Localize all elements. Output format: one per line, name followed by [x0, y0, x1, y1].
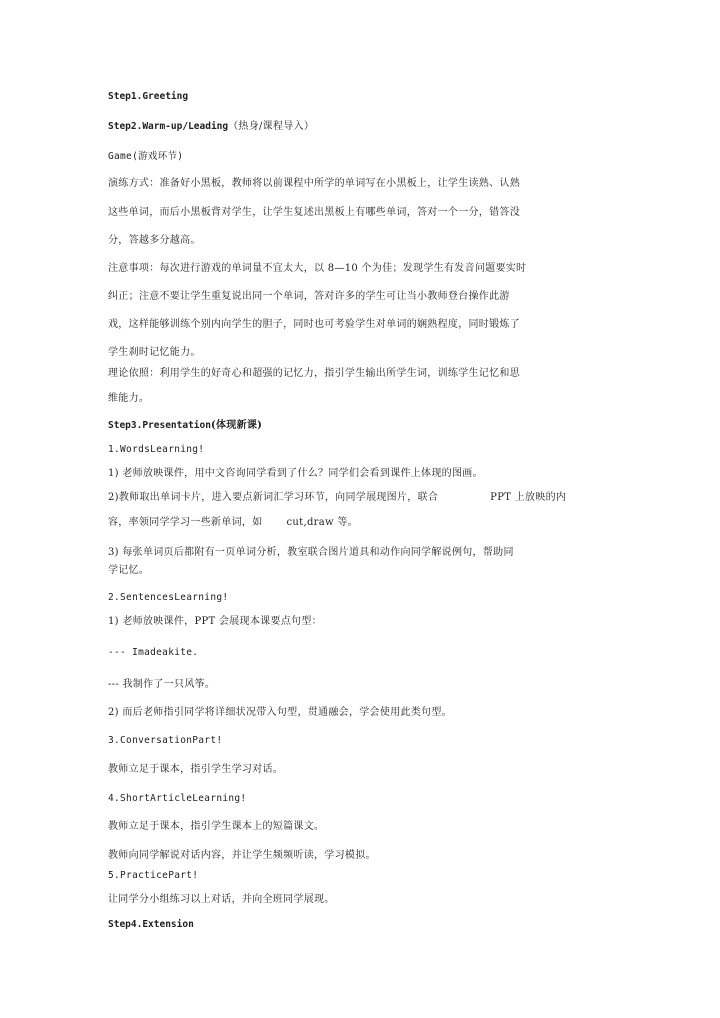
step3-heading-bold: Step3.Presentation	[108, 420, 211, 431]
section4-para1: 教师立足于课本，指引学生课本上的短篇课文。	[108, 821, 325, 832]
section2-example-zh: --- 我制作了一只风筝。	[108, 679, 216, 690]
section1-title: 1.WordsLearning!	[108, 444, 205, 455]
section5-title: 5.PracticePart!	[108, 870, 199, 881]
section1-para1: 1) 老师放映课件，用中文咨询同学看到了什么？同学们会看到课件上体现的图画。	[108, 468, 483, 479]
practice-line-3: 分，答越多分越高。	[108, 235, 201, 246]
section2-title: 2.SentencesLearning!	[108, 592, 229, 603]
section1-para2-a: 2)教师取出单词卡片，进入要点新词汇学习环节，向同学展现图片，联合	[108, 492, 439, 503]
section1-para3-line2: 学记忆。	[108, 565, 150, 576]
practice-line-2: 这些单词，而后小黑板背对学生，让学生复述出黑板上有哪些单词，答对一个一分，错答没	[108, 207, 520, 218]
section3-para1: 教师立足于课本，指引学生学习对话。	[108, 764, 284, 775]
notes-line-2: 纠正；注意不要让学生重复说出同一个单词，答对许多的学生可让当小教师登台操作此游	[108, 291, 510, 302]
section2-example-en: --- Imadeakite.	[108, 647, 199, 658]
notes-line-3: 戏，这样能够训练个别内向学生的胆子，同时也可考验学生对单词的娴熟程度，同时锻炼了	[108, 319, 520, 330]
section1-para3-line1: 3) 每张单词页后都附有一页单词分析，教室联合图片道具和动作向同学解说例句，帮助同	[108, 547, 514, 558]
step2-heading-bold: Step2.Warm-up/Leading	[108, 121, 229, 132]
notes-line-4: 学生刹时记忆能力。	[108, 347, 201, 358]
step1-heading: Step1.Greeting	[108, 91, 189, 102]
notes-line-1: 注意事项：每次进行游戏的单词量不宜太大，以 8—10 个为佳；发现学生有发音问题要实时	[108, 263, 527, 274]
step2-heading-note: （热身/课程导入）	[228, 121, 315, 132]
section1-para2-d: cut,draw 等。	[286, 517, 358, 528]
section1-para2-line2	[108, 516, 358, 530]
section2-para2: 2) 而后老师指引同学将详细状况带入句型，贯通融会，学会使用此类句型。	[108, 707, 452, 718]
section2-para1: 1) 老师放映课件，PPT 会展现本课要点句型：	[108, 616, 322, 627]
step4-heading: Step4.Extension	[108, 919, 194, 930]
step2-heading	[108, 120, 314, 134]
game-label: Game(游戏环节)	[108, 151, 184, 162]
practice-line-1: 演练方式：准备好小黑板，教师将以前课程中所学的单词写在小黑板上，让学生读熟、认熟	[108, 178, 520, 189]
section3-title: 3.ConversationPart!	[108, 735, 223, 746]
theory-line-1: 理论依照：利用学生的好奇心和超强的记忆力，指引学生输出所学生词，训练学生记忆和思	[108, 368, 520, 379]
theory-line-2: 维能力。	[108, 393, 150, 404]
section4-para2: 教师向同学解说对话内容，并让学生频频听读，学习模拟。	[108, 850, 376, 861]
section1-para2-line1	[108, 491, 566, 505]
step3-heading	[108, 419, 262, 433]
section1-para2-c: 容，率领同学学习一些新单词，如	[108, 517, 263, 528]
section4-title: 4.ShortArticleLearning!	[108, 793, 247, 804]
section1-para2-b: PPT 上放映的内	[490, 492, 567, 503]
section5-para1: 让同学分小组练习以上对话，并向全班同学展现。	[108, 894, 335, 905]
step3-heading-note: (体现新课)	[210, 420, 263, 431]
